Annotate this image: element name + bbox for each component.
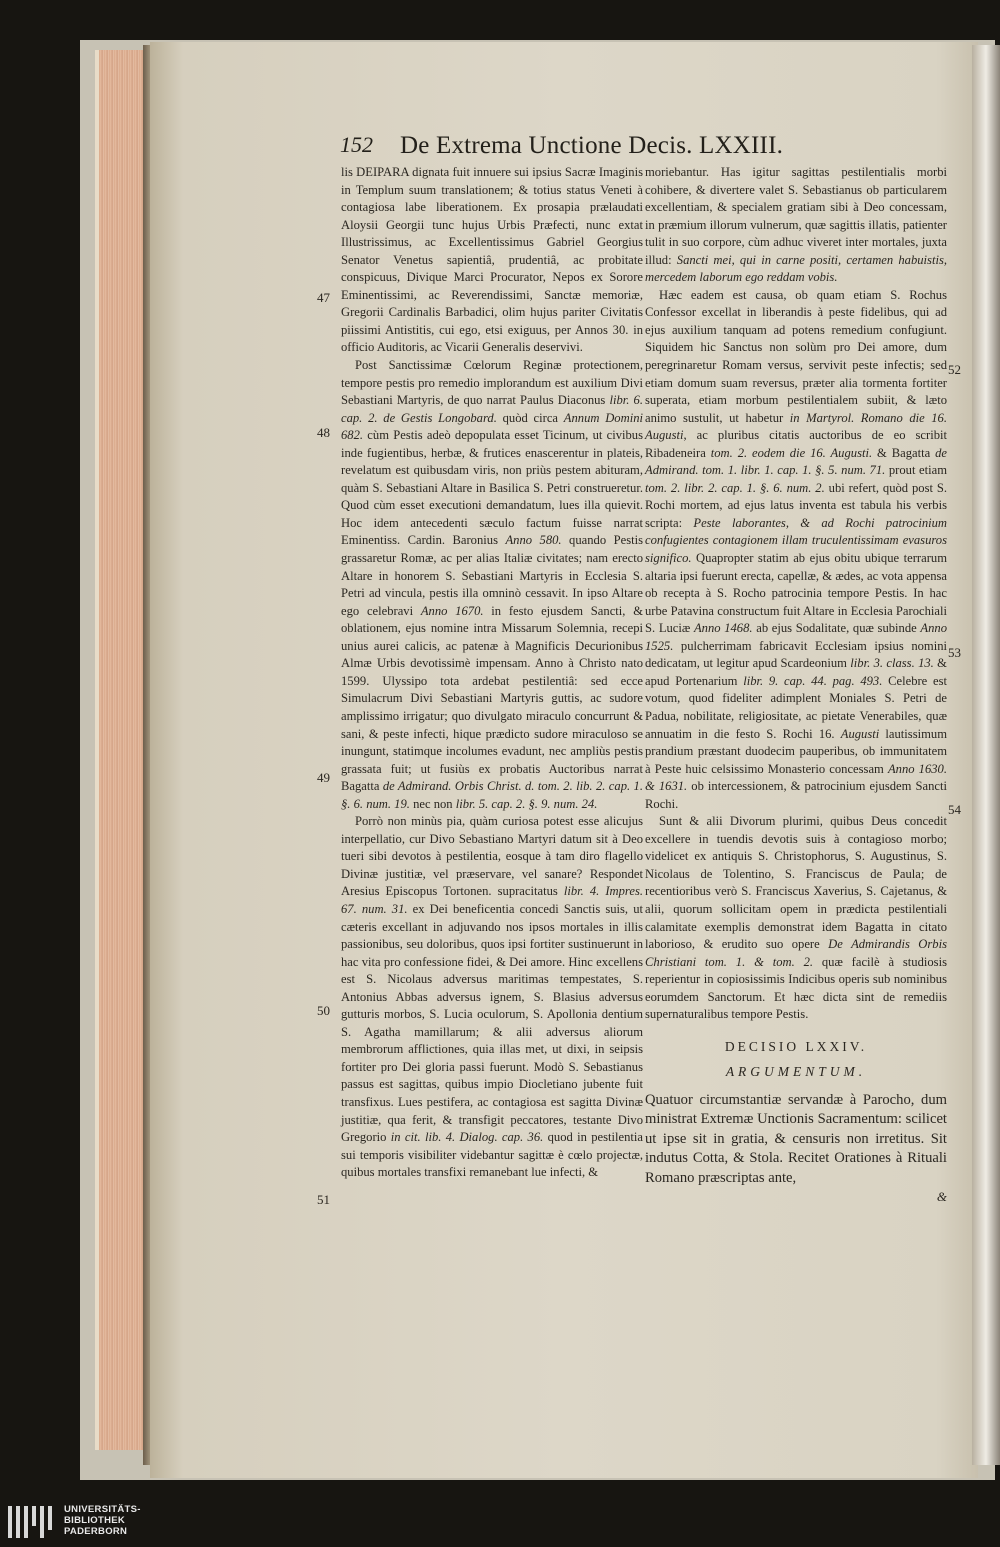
logo-bar [24,1506,28,1538]
text-run: Post Sanctissimæ Cœlorum Reginæ protectionem, tempore pestis pro remedio implorandum est auxilium Divi Sebastiani Martyris, de quo narrat Paulus Diaconus [341,358,643,408]
text-run: moriebantur. Has igitur sagittas pestilentialis morbi cohibere, & divertere valet S. Sebastianus ob particularem excellentiam, & specialem gratiam sibi à Deo concessam, in præmium illorum vulnerum, quæ sagittis illatis, patienter tulit in suo corpore, cùm adhuc viveret inter mortales, juxta illud: [645,165,947,267]
citation: libr. 3. class. 13. [850,656,934,671]
citation: Anno 1670. [420,603,484,618]
citation: libr. 4. Impres. 67. num. 31. [341,884,643,916]
text-run: ubi refert, quòd post S. Rochi mortem, ad ejus latus inventa est tabula his verbis scripta: [645,480,948,530]
argument-text: Quatuor circumstantiæ servandæ à Parocho, dum ministrat Extremæ Unctionis Sacramentum: scilicet ut ipse sit in gratia, & censuris non irretitus. Sit indutus Cotta, & Stola. Recitet Orationes à Rituali Romano præscriptas ante, [645,1091,947,1186]
page-number: 152 [340,132,373,157]
margin-number-51: 51 [317,1192,330,1207]
citation: Anno 1630. & 1631. [645,761,947,794]
text-run: Celebre est votum, quod fideliter adimplent Moniales S. Petri de Padua, nobilitate, religiositate, ac pietate Venerabiles, quæ annuatim in die festo S. Rochi 16. [645,673,947,741]
quotation: Peste laborantes, & ad Rochi patrocinium confugientes contagionem illam truculentissimam evasuros significo. [645,515,948,566]
text-run: quando Pestis grassaretur Romæ, ac per alias Italiæ civitates; nam erecto Altare in honorem S. Sebastiani Martyris in Ecclesia S. Petri ad vincula, pestis illa omninò cessavit. In ipso Altare ego celebravi [341,533,644,618]
text-run: quod in pestilentia sui temporis visibiliter videbantur sagittæ è cœlo projectæ, quibus mortales transfixi remanebant lue infecti, & [341,1130,643,1180]
text-run: prout etiam [885,463,947,478]
citation: in cit. lib. 4. Dialog. cap. 36. [390,1130,544,1145]
right-paragraph-3 [645,813,947,1024]
logo-bar [40,1506,44,1538]
text-run: Porrò non minùs pia, quàm curiosa potest esse alicujus interpellatio, cur Divo Sebastiano Martyri datum sit à Deo tueri sibi devotos à pestilentia, eosque à tam diro flagello Divinæ justitiæ, vel præservare, vel sanare? Respondet Aresius Episcopus Tortonen. supracitatus [341,814,643,899]
quotation: Sancti mei, qui in carne positi, certamen habuistis, mercedem laborum ego reddam vobis. [645,252,947,285]
logo-line-3: PADERBORN [64,1526,128,1537]
text-run: Hæc eadem est causa, ob quam etiam S. Rochus Confessor excellat in liberandis à peste fidelibus, qui ad ejus auxilium tanquam ad potens remedium confugiunt. Siquidem hic Sanctus non solùm pro Dei amore, dum peregrinaretur Romam versus, servivit peste infectis; sed etiam domum suam reversus, præter alia tormenta fortiter superata, etiam morbum pestilentialem subiit, & læto animo sustulit, ut habetur [645,287,947,425]
right-paragraph-2 [645,287,947,813]
page-right-edge [972,45,1000,1465]
library-logo [8,1500,178,1540]
citation: de Admirand. Orbis Christ. d. tom. 2. lib. 2. cap. 1. §. 6. num. 19. [341,779,643,811]
page-fore-edge [95,50,147,1450]
logo-bar [8,1506,12,1538]
running-head: De Extrema Unctione Decis. LXXIII. [400,132,784,159]
citation: libr. 9. cap. 44. pag. 493. [743,673,883,688]
citation: libr. 6. cap. 2. de Gestis Longobard. [341,393,643,425]
text-run: Sunt & alii Divorum plurimi, quibus Deus concedit excellere in tuendis devotis suis à contagioso morbo; videlicet ex antiquis S. Christophorus, S. Augustinus, S. Nicolaus de Tolentino, S. Franciscus de Paula; de recentioribus verò S. Franciscus Xaverius, S. Cajetanus, & alii, quorum sollicitam opem in prædicta pestilentiali calamitate exemplis demonstrat idem Bagatta in citato laborioso, & erudito suo opere [645,814,947,952]
citation: Anno 1525. [645,621,947,653]
logo-bar [16,1506,20,1538]
section-title: DECISIO LXXIV. [724,1038,868,1054]
logo-line-1: UNIVERSITÄTS- [64,1504,141,1515]
text-run: Quapropter statim ab ejus obitu ubique terrarum altaria ipsi fuerunt erecta, capellæ, & ædes, ac vota appensa ob recepta à S. Rocho patrocinia tempore Pestis. In hac urbe Patavina constructum fuit Altare in Ecclesia Parochiali S. Luciæ [645,551,947,636]
text-run: ab ejus Sodalitate, quæ subinde [752,621,921,636]
text-run: quæ facilè à studiosis reperientur in copiosissimis Indicibus operis sub nominibus eorumdem Sanctorum. Et hæc dicta sint de remediis supernaturalibus tempore Pestis. [645,954,947,1022]
text-run: ob intercessionem, & patrocinium ejusdem Sancti Rochi. [645,779,947,811]
logo-bar [48,1506,52,1530]
margin-number-50: 50 [317,1003,330,1018]
margin-number-53: 53 [948,645,961,660]
text-run: & Bagatta [872,445,936,460]
margin-number-54: 54 [948,802,961,817]
margin-number-48: 48 [317,425,330,440]
catchword: & [936,1189,947,1205]
text-run: ex Dei beneficentia concedi Sanctis suis, ut cæteris excellant in adjuvando nos ipsos mortales in illis passionibus, seu doloribus, quos ipsi fortiter sustinuerunt in hac vita pro confessione fidei, & Dei amore. Hinc excellens est S. Nicolaus adversus maritimas tempestates, S. Antonius Abbas adversus ignem, S. Blasius adversus gutturis morbos, S. Lucia oculorum, S. Apollonia dentium S. Agatha mamillarum; & alii adversus aliorum membrorum afflictiones, quia illas met, ut dixi, in seipsis fortiter pro Dei gloria passi fuerunt. Modò S. Sebastianus passus est sagittas, quibus impio Diocletiano jubente fuit transfixus. Lues pestifera, ac contagiosa est sagitta Divinæ justitiæ, qua ferit, & transfigit peccatores, testante Divo Gregorio [341,901,643,1145]
text-run: in festo ejusdem Sancti, & oblationem, ejus nomine intra Missarum Solemnia, recepi unius aurei calicis, ac patenæ à Magnificis Decurionibus Almæ Urbis devotissimè impensam. Anno à Christo nato 1599. Ulyssipo tota ardebat pestilentiâ: sed ecce Simulacrum Divi Sebastiani Martyris guttis, ac sudore amplissimo irrigatur; quo divulgato miraculo concurrunt & sani, & peste infecti, hique prædicto sudore miraculoso se inungunt, statimque incolumes evadunt, nec ampliùs pestis grassata fuit; ut fusiùs ex probatis Auctoribus narrat Bagatta [341,603,643,794]
text-run: pulcherrimam fabricavit Ecclesiam ipsius nomini dedicatam, ut legitur apud Scardeonium [645,638,947,671]
logo-bar [32,1506,36,1526]
text-run: quòd circa [496,410,564,425]
citation: in Martyrol. Romano die 16. Augusti [645,410,947,443]
text-run: & apud Portenarium [645,656,947,688]
logo-line-2: BIBLIOTHEK [64,1515,126,1526]
left-paragraph-2 [341,357,643,813]
text-run: nec non [409,796,456,811]
citation: tom. 2. libr. 2. cap. 1. §. 6. num. 2. [645,480,825,495]
right-paragraph-1 [645,164,947,287]
right-column [645,164,947,1206]
text-run: lautissimum prandium præstant duodecim pauperibus, ob immunitatem à Peste huic celsissimo Monasterio concessam [645,726,947,776]
margin-number-49: 49 [317,770,330,785]
citation: De Admirandis Orbis Christiani tom. 1. & tom. 2. [645,937,947,969]
text-run: cùm Pestis adeò depopulata esset Ticinum, ut civibus inde fugientibus, herbæ, & frutices enascerentur in plateis, revelatum est quibusdam viris, non priùs pestem abituram, quàm S. Sebastiani Altare in Basilica S. Petri construeretur. Quod cùm esset executioni demandatum, lues illa quievit. Hoc idem antecedenti sæculo factum fuisse narrat Eminentiss. Cardin. Baronius [341,428,643,548]
section-subtitle: ARGUMENTUM. [725,1064,867,1080]
citation: tom. 2. eodem die 16. Augusti. [710,445,873,460]
citation: libr. 5. cap. 2. §. 9. num. 24. [455,796,598,811]
citation: Augusti [840,726,880,741]
left-paragraph-3 [341,813,643,1181]
citation: Annum Domini 682. [341,410,643,443]
margin-number-52: 52 [948,362,961,377]
text-run: lis DEIPARA dignata fuit innuere sui ipsius Sacræ Imaginis in Templum suum translationem; & totius status Veneti à contagiosa labe liberationem. Ex prosapia prælaudati Aloysii Georgii tunc hujus Urbis Præfecti, nunc extat Illustrissimus, ac Excellentissimus Gabriel Georgius Senator Venetus sapientiâ, prudentiâ, ac probitate conspicuus, Divique Marci Procurator, Nepos ex Sorore Eminentissimi, ac Reverendissimi, Sanctæ memoriæ, Gregorii Cardinalis Barbadici, olim hujus pariter Civitatis piissimi Antistitis, cui ego, etsi exiguus, per Annos 30. in officio Auditoris, ac Vicarii Generalis deservivi. [341,165,643,355]
text-run: , ac pluribus citatis auctoribus de eo scribit Ribadeneira [645,428,947,460]
left-paragraph-1 [341,164,643,357]
citation: Anno 580. [505,533,562,548]
citation: de Admirand. tom. 1. libr. 1. cap. 1. §. 5. num. 71. [645,445,947,478]
margin-number-47: 47 [317,290,330,305]
citation: Anno 1468. [693,621,753,636]
left-column [341,164,643,1182]
